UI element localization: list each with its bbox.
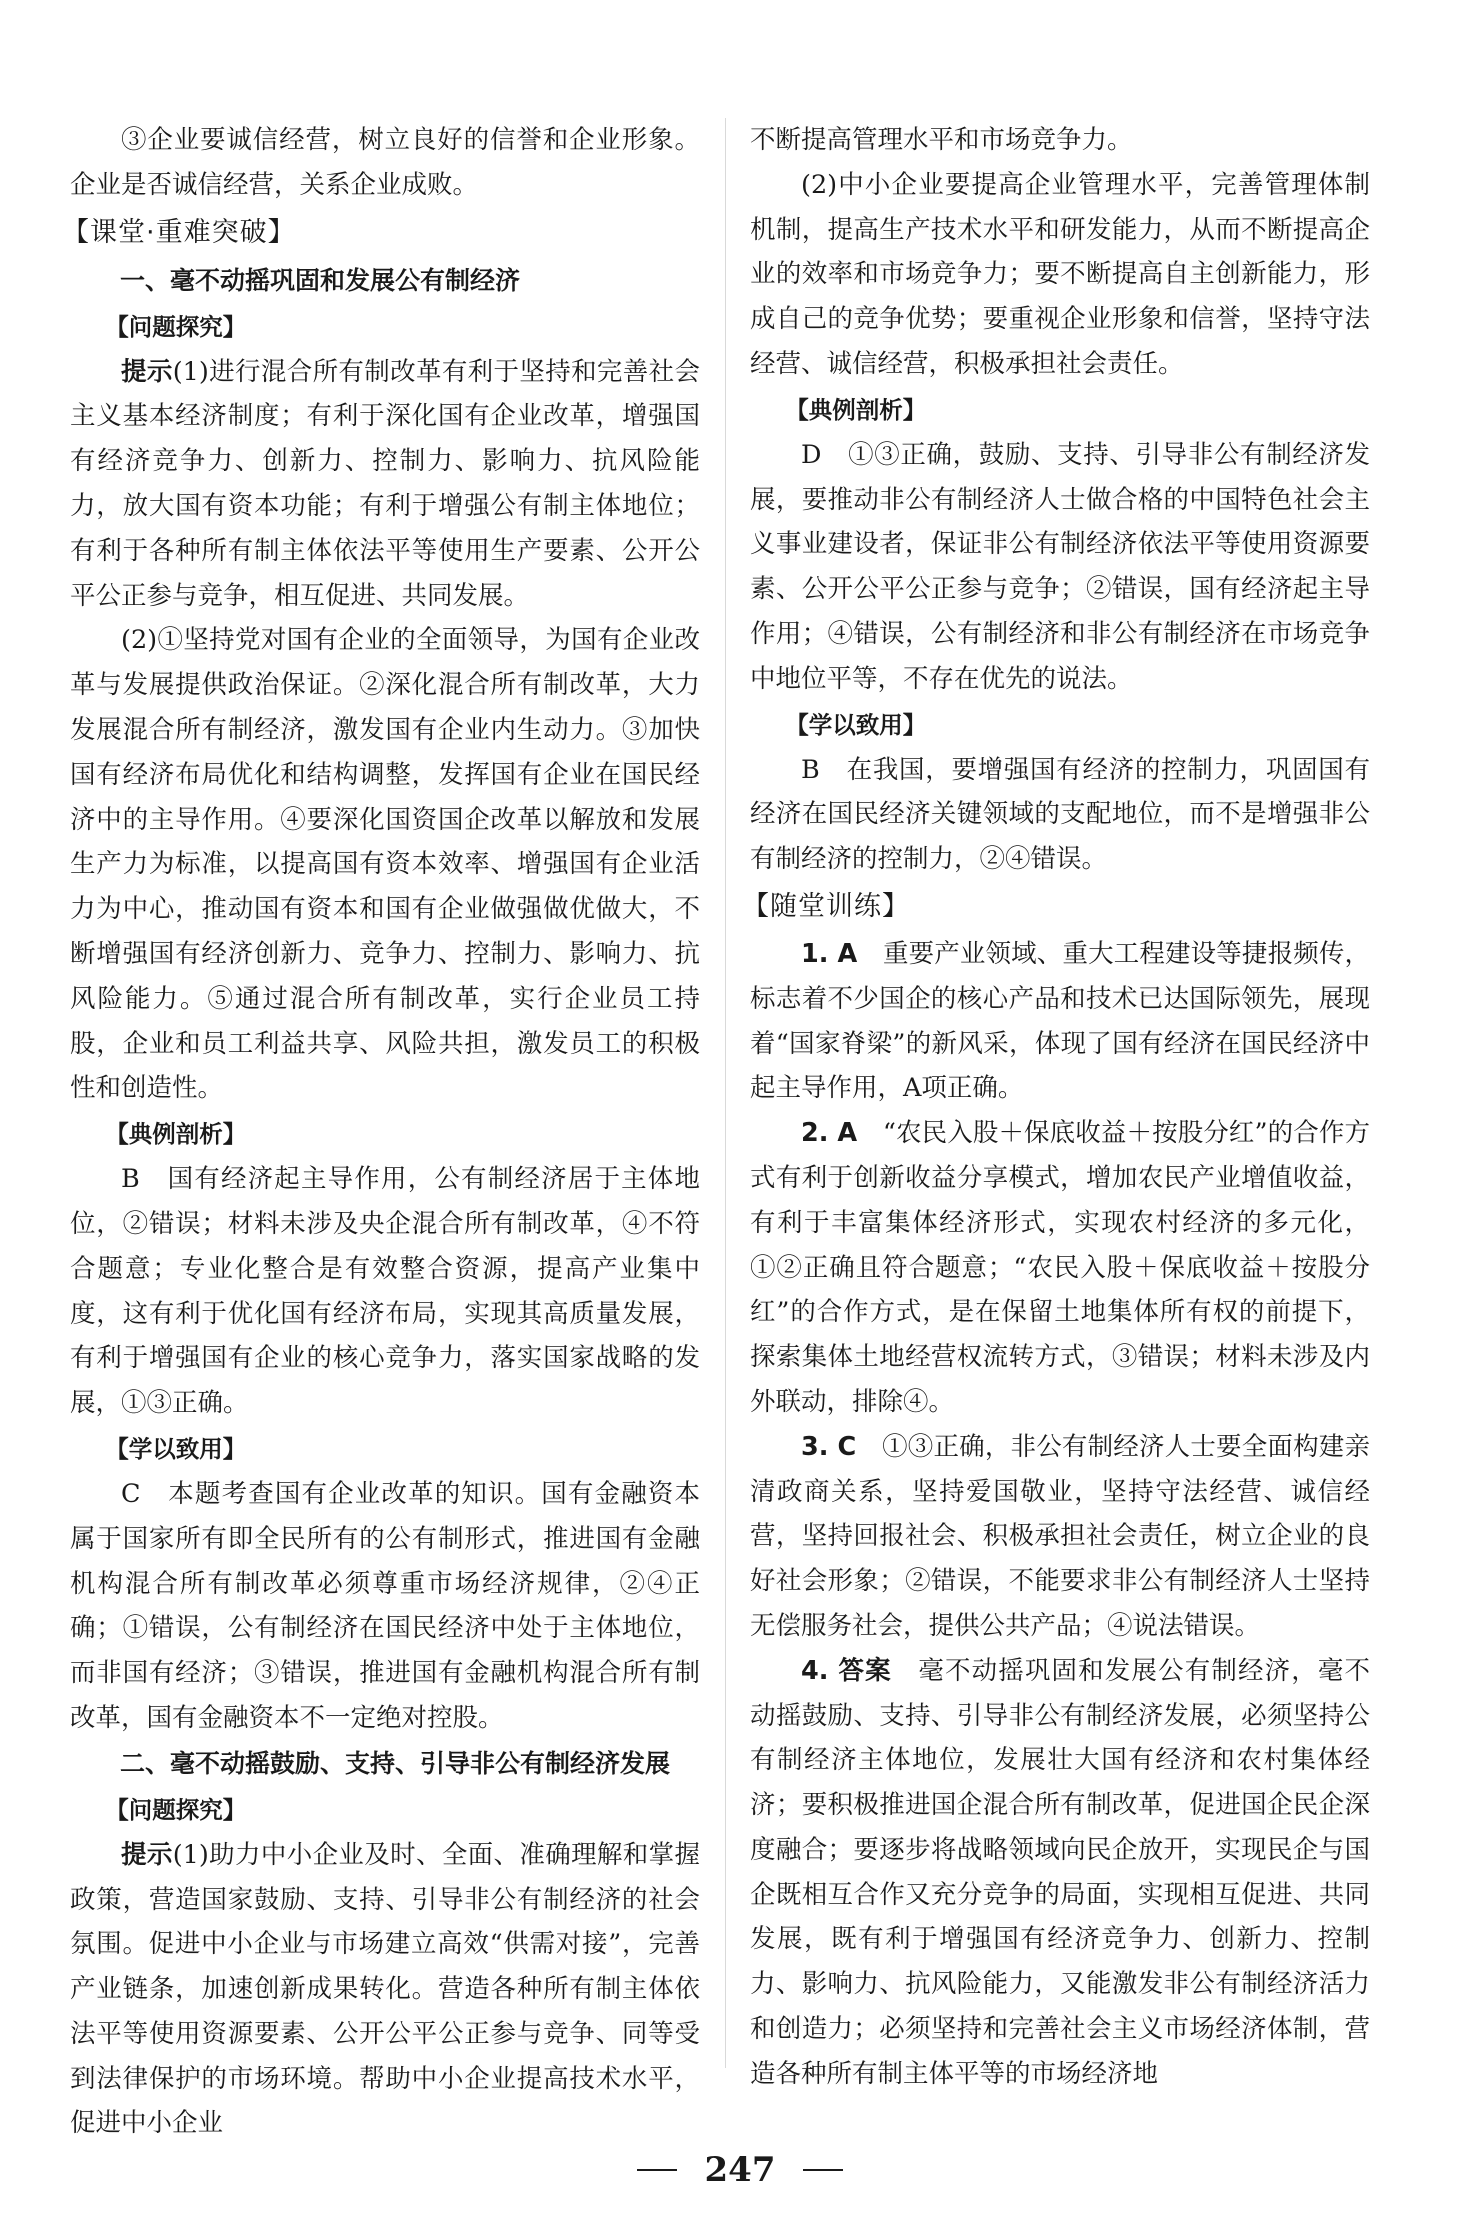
tag-example-analysis-2: 【典例剖析】: [785, 395, 927, 424]
footer-dash-left: [637, 2169, 677, 2171]
hint-text: (1)进行混合所有制改革有利于坚持和完善社会主义基本经济制度；有利于深化国有企业改革，增强国有经济竞争力、创新力、控制力、影响力、抗风险能力，放大国有资本功能；有利于增强公有制主体地位；有利于各种所有制主体依法平等使用生产要素、公开公平公正参与竞争，相互促进、共同发展。: [70, 356, 700, 611]
tag-example-analysis: 【典例剖析】: [105, 1120, 247, 1149]
column-divider: [725, 118, 726, 2068]
hint-lead: 提示: [121, 356, 173, 387]
hint-paragraph-1: [70, 350, 700, 619]
page-number: 247: [704, 2150, 776, 2190]
footer-dash-right: [803, 2169, 843, 2171]
page-footer: [0, 2150, 1480, 2190]
management-paragraph: (2)中小企业要提高企业管理水平，完善管理体制机制，提高生产技术水平和研发能力，从而不断提高企业的效率和市场竞争力；要不断提高自主创新能力，形成自己的竞争优势；要重视企业形象和信誉，坚持守法经营、诚信经营，积极承担社会责任。: [750, 169, 1370, 379]
practice-answer-4: 4. 答案 毫不动摇巩固和发展公有制经济，毫不动摇鼓励、支持、引导非公有制经济发展，必须坚持公有制经济主体地位，发展壮大国有经济和农村集体经济；要积极推进国企混合所有制改革，促进国企民企深度融合；要逐步将战略领域向民企放开，实现民企与国企既相互合作又充分竞争的局面，实现相互促进、共同发展，既有利于增强国有经济竞争力、创新力、控制力、影响力、抗风险能力，又能激发非公有制经济活力和创造力；必须坚持和完善社会主义市场经济体制，营造各种所有制主体平等的市场经济地: [750, 1655, 1370, 2089]
hint-lead-2: 提示: [121, 1839, 173, 1870]
continued-paragraph: 不断提高管理水平和市场竞争力。: [750, 125, 1133, 155]
answer-number-2: 2. A: [801, 1118, 858, 1149]
left-column: [62, 118, 700, 2146]
section-title-classroom: 【课堂·重难突破】: [62, 216, 296, 248]
tag-problem-inquiry: 【问题探究】: [105, 312, 247, 341]
tag-apply-learning-2: 【学以致用】: [785, 710, 927, 739]
answer-number-1: 1. A: [801, 938, 858, 969]
practice-answer-3: 3. C ①③正确，非公有制经济人士要全面构建亲清政商关系，坚持爱国敬业，坚持守法经营、诚信经营，坚持回报社会、积极承担社会责任，树立企业的良好社会形象；②错误，不能要求非公有制经济人士坚持无偿服务社会，提供公共产品；④说法错误。: [750, 1431, 1370, 1641]
right-column: [742, 118, 1370, 2097]
answer-number-3: 3. C: [801, 1431, 857, 1462]
apply-answer-1: C 本题考查国有企业改革的知识。国有金融资本属于国家所有即全民所有的公有制形式，推进国有金融机构混合所有制改革必须尊重市场经济规律，②④正确；①错误，公有制经济在国民经济中处于主体地位，而非国有经济；③错误，推进国有金融机构混合所有制改革，国有金融资本不一定绝对控股。: [70, 1478, 700, 1733]
practice-answer-2: 2. A “农民入股＋保底收益＋按股分红”的合作方式有利于创新收益分享模式，增加农民产业增值收益，有利于丰富集体经济形式，实现农村经济的多元化，①②正确且符合题意；“农民入股＋保底收益＋按股分红”的合作方式，是在保留土地集体所有权的前提下，探索集体土地经营权流转方式，③错误；材料未涉及内外联动，排除④。: [750, 1118, 1370, 1417]
answer-number-4: 4. 答案: [801, 1655, 892, 1686]
hint-paragraph-3: [70, 1833, 700, 2147]
example-answer-1: B 国有经济起主导作用，公有制经济居于主体地位，②错误；材料未涉及央企混合所有制改革，④不符合题意；专业化整合是有效整合资源，提高产业集中度，这有利于优化国有经济布局，实现其高质量发展，有利于增强国有企业的核心竞争力，落实国家战略的发展，①③正确。: [70, 1164, 700, 1419]
practice-answer-1: 1. A 重要产业领域、重大工程建设等捷报频传，标志着不少国企的核心产品和技术已达国际领先，展现着“国家脊梁”的新风采，体现了国有经济在国民经济中起主导作用，A项正确。: [750, 938, 1370, 1104]
tag-apply-learning: 【学以致用】: [105, 1434, 247, 1463]
section-title-practice: 【随堂训练】: [742, 890, 910, 922]
example-answer-2: D ①③正确，鼓励、支持、引导非公有制经济发展，要推动非公有制经济人士做合格的中国特色社会主义事业建设者，保证非公有制经济依法平等使用资源要素、公开公平公正参与竞争；②错误，国有经济起主导作用；④错误，公有制经济和非公有制经济在市场竞争中地位平等，不存在优先的说法。: [750, 439, 1370, 694]
hint-text-2: (1)助力中小企业及时、全面、准确理解和掌握政策，营造国家鼓励、支持、引导非公有制经济的社会氛围。促进中小企业与市场建立高效“供需对接”，完善产业链条，加速创新成果转化。营造各种所有制主体依法平等使用资源要素、公开公平公正参与竞争、同等受到法律保护的市场环境。帮助中小企业提高技术水平，促进中小企业: [70, 1839, 700, 2139]
hint-paragraph-2: (2)①坚持党对国有企业的全面领导，为国有企业改革与发展提供政治保证。②深化混合所有制改革，大力发展混合所有制经济，激发国有企业内生动力。③加快国有经济布局优化和结构调整，发挥国有企业在国民经济中的主导作用。④要深化国资国企改革以解放和发展生产力为标准，以提高国有资本效率、增强国有企业活力为中心，推动国有资本和国有企业做强做优做大，不断增强国有经济创新力、竞争力、控制力、影响力、抗风险能力。⑤通过混合所有制改革，实行企业员工持股，企业和员工利益共享、风险共担，激发员工的积极性和创造性。: [70, 625, 700, 1104]
tag-problem-inquiry-2: 【问题探究】: [105, 1795, 247, 1824]
heading-public-economy: 一、毫不动摇巩固和发展公有制经济: [120, 265, 521, 295]
apply-answer-2: B 在我国，要增强国有经济的控制力，巩固国有经济在国民经济关键领域的支配地位，而不是增强非公有制经济的控制力，②④错误。: [750, 754, 1370, 875]
intro-paragraph: ③企业要诚信经营，树立良好的信誉和企业形象。企业是否诚信经营，关系企业成败。: [70, 125, 700, 200]
heading-non-public-economy: 二、毫不动摇鼓励、支持、引导非公有制经济发展: [120, 1748, 671, 1778]
